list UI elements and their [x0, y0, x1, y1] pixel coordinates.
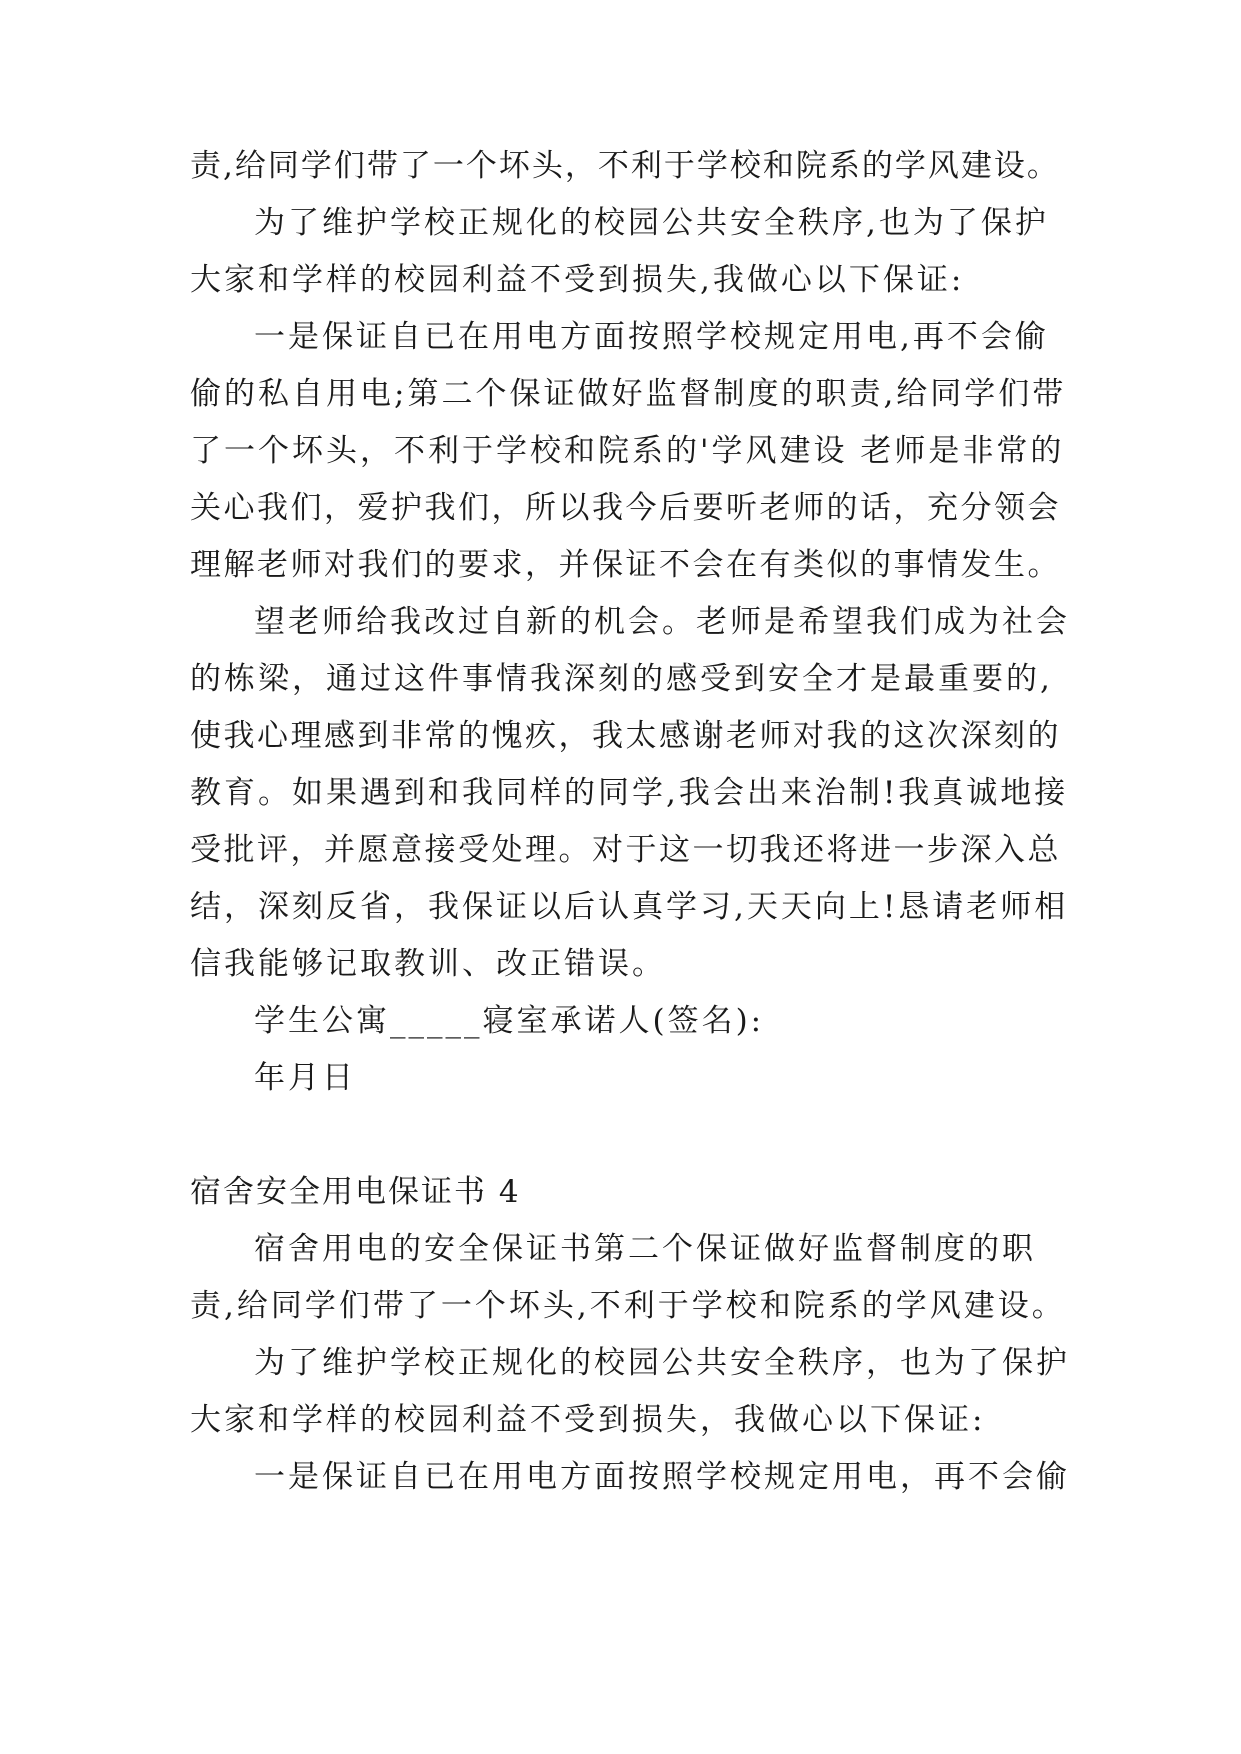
text-line: 信我能够记取教训、改正错误。 — [190, 946, 666, 982]
text-line: 责,给同学们带了一个坏头，不利于学校和院系的学风建设。 — [190, 148, 1060, 184]
text-line: 结，深刻反省，我保证以后认真学习,天天向上!恳请老师相 — [190, 889, 1069, 925]
section-heading: 宿舍安全用电保证书 4 — [190, 1174, 521, 1210]
date-line: 年月日 — [254, 1060, 356, 1096]
text-line: 一是保证自已在用电方面按照学校规定用电，再不会偷 — [254, 1459, 1070, 1495]
text-line: 教育。如果遇到和我同样的同学,我会出来治制!我真诚地接 — [190, 775, 1069, 811]
signature-line: 学生公寓_____寝室承诺人(签名): — [254, 1003, 765, 1039]
text-line: 的栋梁，通过这件事情我深刻的感受到安全才是最重要的, — [190, 661, 1053, 697]
text-line: 关心我们，爱护我们，所以我今后要听老师的话，充分领会 — [190, 490, 1061, 526]
text-line: 一是保证自已在用电方面按照学校规定用电,再不会偷 — [254, 319, 1049, 355]
text-line: 责,给同学们带了一个坏头,不利于学校和院系的学风建设。 — [190, 1288, 1066, 1324]
text-line: 大家和学样的校园利益不受到损失,我做心以下保证: — [190, 262, 965, 298]
text-line: 偷的私自用电;第二个保证做好监督制度的职责,给同学们带 — [190, 376, 1067, 412]
text-line: 大家和学样的校园利益不受到损失，我做心以下保证: — [190, 1402, 986, 1438]
text-line: 理解老师对我们的要求，并保证不会在有类似的事情发生。 — [190, 547, 1061, 583]
text-line: 使我心理感到非常的愧疚，我太感谢老师对我的这次深刻的 — [190, 718, 1061, 754]
text-line: 望老师给我改过自新的机会。老师是希望我们成为社会 — [254, 604, 1070, 640]
text-line: 为了维护学校正规化的校园公共安全秩序，也为了保护 — [254, 1345, 1070, 1381]
text-line: 了一个坏头，不利于学校和院系的'学风建设 老师是非常的 — [190, 433, 1065, 469]
text-line: 为了维护学校正规化的校园公共安全秩序,也为了保护 — [254, 205, 1049, 241]
text-line: 宿舍用电的安全保证书第二个保证做好监督制度的职 — [254, 1231, 1036, 1267]
text-line: 受批评，并愿意接受处理。对于这一切我还将进一步深入总 — [190, 832, 1061, 868]
